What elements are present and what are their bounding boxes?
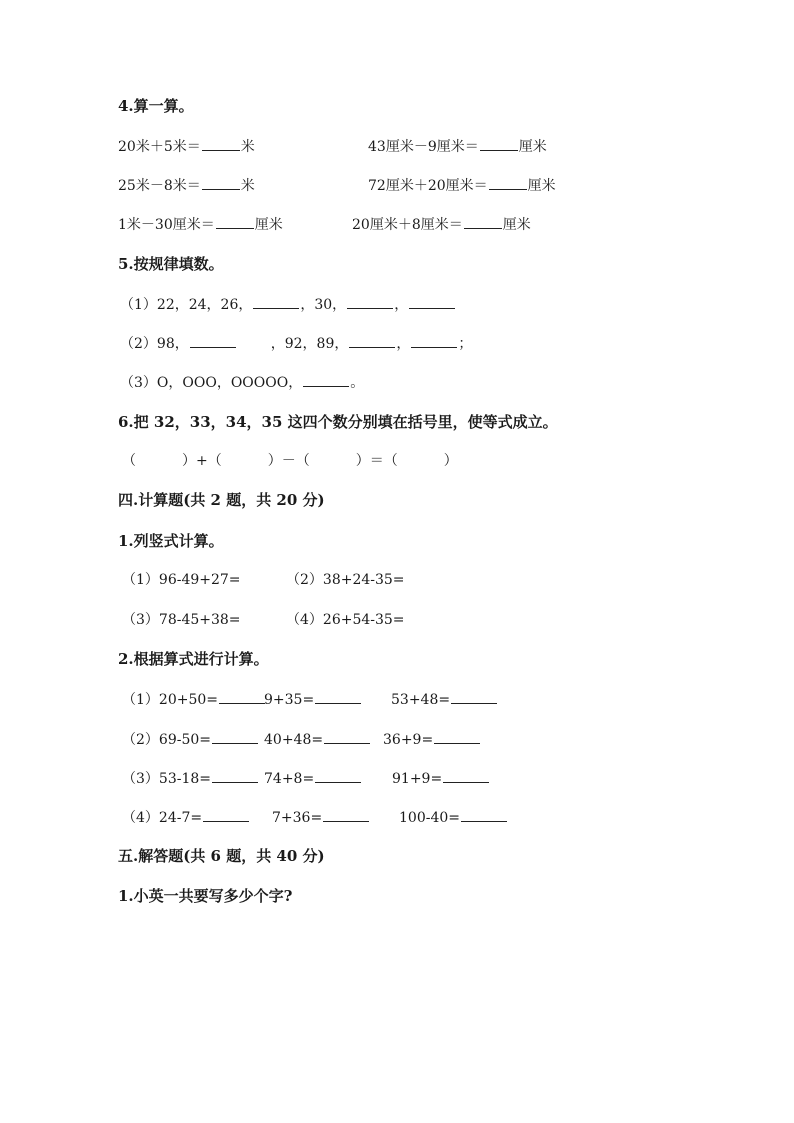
q5-item3	[120, 372, 364, 393]
s4-q2-r2-c3	[383, 729, 481, 750]
answer-blank[interactable]	[303, 372, 349, 387]
answer-blank[interactable]	[202, 136, 240, 151]
answer-blank[interactable]	[212, 768, 258, 783]
answer-blank[interactable]	[464, 214, 502, 229]
answer-blank[interactable]	[411, 333, 457, 348]
q5-title: 5.按规律填数。	[118, 255, 224, 273]
q4-row1-right	[368, 136, 547, 157]
section4-heading: 四.计算题(共 2 题，共 20 分)	[118, 491, 325, 509]
answer-blank[interactable]	[219, 689, 265, 704]
equation-text: 20米＋5米＝	[118, 139, 201, 155]
s4-q2-r1-c1	[122, 689, 266, 710]
s4-q1-item1: （1）96-49+27=	[122, 572, 241, 588]
unit-text: 厘米	[254, 217, 283, 233]
sequence-text: （3）O，OOO，OOOOO，	[120, 375, 303, 391]
s4-q2-r2-c2	[264, 729, 371, 750]
equation-text: （3）53-18=	[122, 771, 211, 787]
equation-text: （4）24-7=	[122, 810, 203, 826]
answer-blank[interactable]	[324, 729, 370, 744]
s4-q1-item3: （3）78-45+38=	[122, 612, 241, 628]
s4-q2-r3-c2	[264, 768, 362, 789]
answer-blank[interactable]	[212, 729, 258, 744]
sequence-text: ，30，	[300, 297, 347, 313]
s4-q2-r1-c2	[264, 689, 362, 710]
answer-blank[interactable]	[480, 136, 518, 151]
unit-text: 米	[240, 139, 255, 155]
sequence-text: ，92，89，	[270, 336, 349, 352]
answer-blank[interactable]	[461, 807, 507, 822]
end-mark: 。	[350, 375, 365, 391]
answer-blank[interactable]	[202, 175, 240, 190]
answer-blank[interactable]	[349, 333, 395, 348]
q5-item2	[120, 333, 472, 354]
q4-title: 4.算一算。	[118, 97, 194, 115]
s4-q2-r4-c1	[122, 807, 250, 828]
answer-blank[interactable]	[203, 807, 249, 822]
answer-blank[interactable]	[451, 689, 497, 704]
answer-blank[interactable]	[347, 294, 393, 309]
answer-blank[interactable]	[409, 294, 455, 309]
sequence-text: （2）98，	[120, 336, 189, 352]
q4-row2-left	[118, 175, 255, 196]
q4-row1-left	[118, 136, 255, 157]
answer-blank[interactable]	[315, 768, 361, 783]
s4-q2-r3-c1	[122, 768, 259, 789]
equation-text: 74+8=	[264, 771, 315, 787]
answer-blank[interactable]	[323, 807, 369, 822]
equation-text: 9+35=	[264, 692, 315, 708]
equation-text: 91+9=	[392, 771, 443, 787]
equation-text: 7+36=	[272, 810, 323, 826]
q6-equation	[122, 451, 458, 471]
s4-q1-item2: （2）38+24-35=	[286, 572, 405, 588]
answer-blank[interactable]	[315, 689, 361, 704]
q4-row2-right	[368, 175, 556, 196]
unit-text: 厘米	[518, 139, 547, 155]
answer-blank[interactable]	[190, 333, 236, 348]
section5-heading: 五.解答题(共 6 题，共 40 分)	[118, 847, 325, 865]
unit-text: 厘米	[502, 217, 531, 233]
separator: ，	[396, 336, 411, 352]
s4-q2-r4-c2	[272, 807, 370, 828]
equation-text: 20厘米＋8厘米＝	[352, 217, 463, 233]
equation-text: 53+48=	[391, 692, 451, 708]
answer-blank[interactable]	[489, 175, 527, 190]
paren-text: ）+（	[182, 453, 222, 469]
sequence-text: （1）22，24，26，	[120, 297, 253, 313]
equation-text: 100-40=	[399, 810, 460, 826]
s4-q2-r1-c3	[391, 689, 498, 710]
answer-blank[interactable]	[443, 768, 489, 783]
unit-text: 厘米	[527, 178, 556, 194]
q6-title: 6.把 32，33，34，35 这四个数分别填在括号里，使等式成立。	[118, 413, 558, 431]
paren-text: ）＝（	[355, 453, 398, 469]
q4-row3-left	[118, 214, 283, 235]
s4-q1-title: 1.列竖式计算。	[118, 532, 224, 550]
answer-blank[interactable]	[434, 729, 480, 744]
equation-text: （1）20+50=	[122, 692, 218, 708]
paren-text: （	[122, 453, 136, 469]
s4-q1-item4: （4）26+54-35=	[286, 612, 405, 628]
s4-q2-r3-c3	[392, 768, 490, 789]
equation-text: 43厘米－9厘米＝	[368, 139, 479, 155]
paren-text: ）－（	[267, 453, 310, 469]
s4-q2-r4-c3	[399, 807, 508, 828]
equation-text: （2）69-50=	[122, 732, 211, 748]
s5-q1-title: 1.小英一共要写多少个字?	[118, 887, 293, 905]
s4-q2-title: 2.根据算式进行计算。	[118, 650, 269, 668]
q4-row3-right	[352, 214, 531, 235]
separator: ，	[394, 297, 409, 313]
paren-text: ）	[443, 453, 458, 469]
equation-text: 40+48=	[264, 732, 324, 748]
end-mark: ；	[458, 336, 473, 352]
equation-text: 36+9=	[383, 732, 434, 748]
equation-text: 72厘米＋20厘米＝	[368, 178, 488, 194]
unit-text: 米	[240, 178, 255, 194]
equation-text: 25米－8米＝	[118, 178, 201, 194]
equation-text: 1米－30厘米＝	[118, 217, 215, 233]
answer-blank[interactable]	[216, 214, 254, 229]
answer-blank[interactable]	[253, 294, 299, 309]
s4-q2-r2-c1	[122, 729, 259, 750]
q5-item1	[120, 294, 456, 315]
